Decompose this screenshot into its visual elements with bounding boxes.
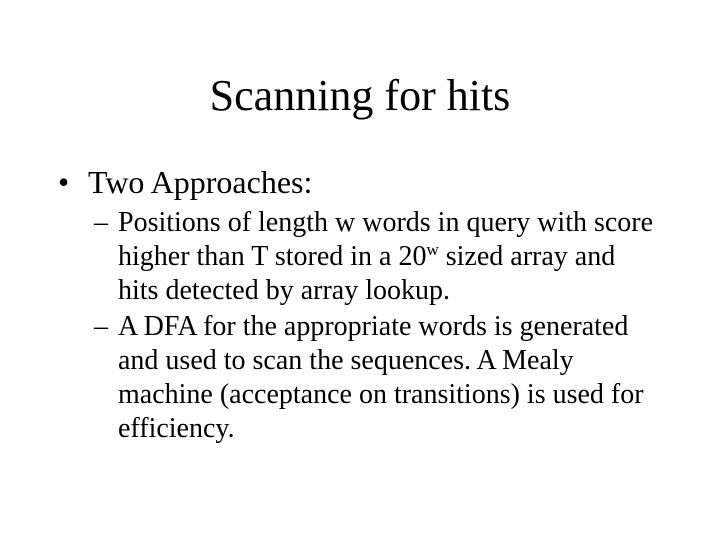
sub-bullet-1-line-3: hits detected by array lookup. (118, 275, 451, 306)
sub-bullet-2-line-4: efficiency. (118, 413, 235, 444)
dash-marker: – (94, 311, 108, 342)
superscript-w: w (426, 240, 439, 259)
sub-bullet-dfa (94, 310, 694, 446)
sub-bullet-2-line-2: and used to scan the sequences. A Mealy (118, 345, 574, 376)
line-2-after: sized array and (438, 241, 616, 272)
sub-bullet-positions (94, 206, 694, 308)
sub-bullet-1-line-1: Positions of length w words in query with score (118, 207, 654, 238)
bullet-text: Two Approaches: (88, 164, 313, 200)
bullet-marker: • (58, 164, 70, 200)
line-2-before: higher than T stored in a 20 (118, 241, 427, 272)
bullet-two-approaches (58, 160, 312, 204)
sub-bullet-2-line-3: machine (acceptance on transitions) is used for (118, 379, 644, 410)
sub-bullet-1-line-2 (94, 240, 694, 274)
sub-bullet-2-line-1: A DFA for the appropriate words is generated (118, 311, 629, 342)
dash-marker: – (94, 207, 108, 238)
slide-title: Scanning for hits (209, 71, 511, 120)
